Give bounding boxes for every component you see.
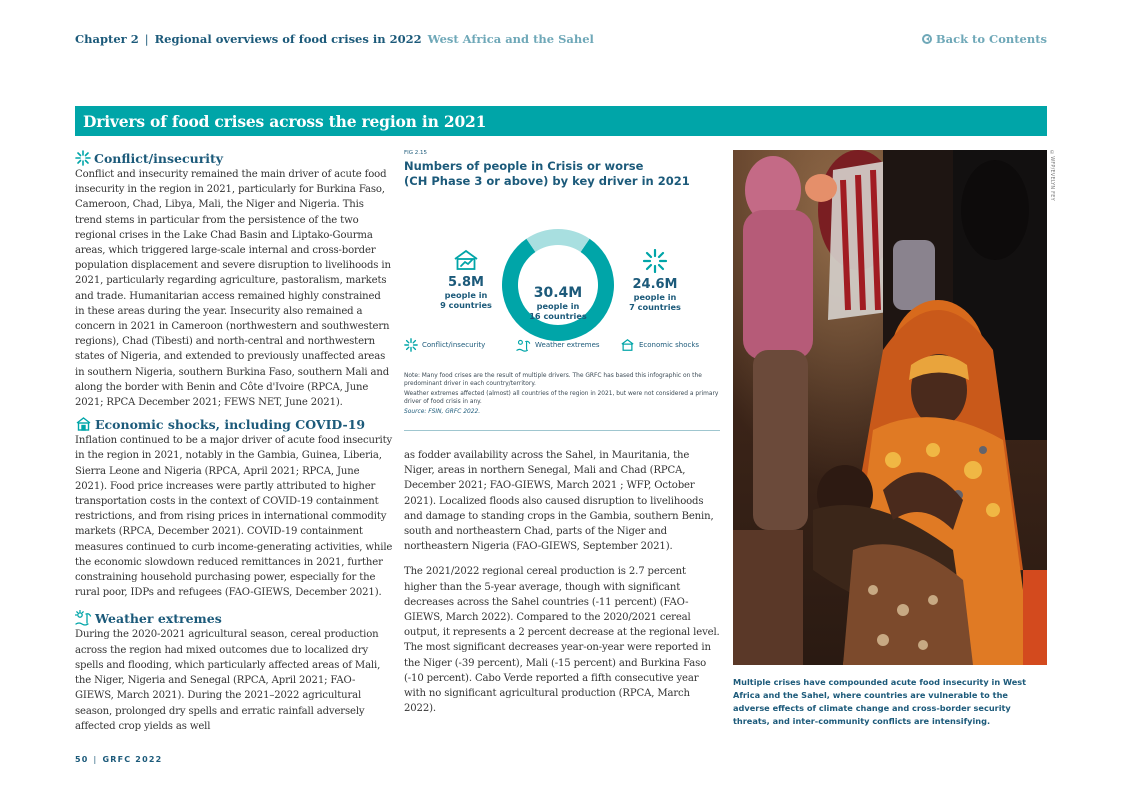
economic-heading xyxy=(75,416,393,432)
photo xyxy=(733,150,1047,665)
total-label-2: 16 countries xyxy=(529,311,587,321)
economic-paragraph: Inflation continued to be a major driver of acute food insecurity in the region in 2021, notably in the Gambia, Guinea, Liberia, Sierra Leone and Nigeria (RPCA, April 2021; RPCA, June 2021). Food price increases were partly attributed to higher transportation costs in the context of COVID-19 containment restrictions, and from rising prices in international commodity markets (RPCA, December 2021). COVID-19 containment measures continued to curb income-generating activities, while the economic slowdown reduced remittances in 2021, further constraining household purchasing power, especially for the rural poor, IDPs and refugees (FAO-GIEWS, December 2021). xyxy=(75,435,393,599)
back-to-contents-label: Back to Contents xyxy=(935,32,1047,46)
donut-center-label xyxy=(522,285,594,321)
page-number: 50 xyxy=(75,755,89,764)
conflict-paragraph: Conflict and insecurity remained the main driver of acute food insecurity in the region in 2021, particularly for Burkina Faso, Cameroon, Chad, Libya, Mali, the Niger and Nigeria. This trend stems in particular from the persistence of the two regional crises in the Lake Chad Basin and Liptako-Gourma areas, which triggered large-scale internal and cross-border population displacement and severe disruption to livelihoods in 2021, particularly regarding agriculture, pastoralism, markets and trade. Humanitarian access remained highly constrained in these areas during the year. Insecurity also remained a concern in 2021 in Cameroon (northwestern and southwestern regions), Chad (Tibesti) and north-central and northwestern states of Nigeria, and extended to previously unaffected areas in southern Nigeria, southern Burkina Faso, southern Mali and along the border with Benin and Côte d'Ivoire (RPCA, June 2021; RPCA December 2021; FEWS NET, June 2021). xyxy=(75,169,391,409)
legend-economic-label: Economic shocks xyxy=(639,341,700,349)
figure-note-2: Weather extremes affected (almost) all countries of the region in 2021, but were not considered a primary driver of food crisis in any. xyxy=(404,391,719,405)
donut-slice-economic-shocks xyxy=(526,229,589,252)
legend-conflict-label: Conflict/insecurity xyxy=(422,341,486,349)
figure-legend xyxy=(404,338,720,352)
figure-notes xyxy=(404,372,720,418)
figure-source: Source: FSIN, GRFC 2022. xyxy=(404,409,481,415)
economic-value: 5.8M xyxy=(448,275,484,290)
region-label: West Africa and the Sahel xyxy=(427,32,594,46)
legend-item-economic xyxy=(620,338,699,352)
photo-caption: Multiple crises have compounded acute food insecurity in West Africa and the Sahel, where countries are vulnerable to the adverse effects of climate change and cross-border security threats, and inter-community conflicts are intensifying. xyxy=(733,677,1027,726)
conflict-heading xyxy=(75,150,393,166)
legend-item-weather xyxy=(516,338,620,352)
economic-heading-text: Economic shocks, including COVID-19 xyxy=(95,416,366,432)
figure-2-15 xyxy=(404,150,720,415)
figure-number: FIG 2.15 xyxy=(404,150,428,156)
photo-credit: ©WFP/EVELYN FEY xyxy=(1049,150,1055,201)
weather-heading-text: Weather extremes xyxy=(95,610,222,626)
legend-item-conflict xyxy=(404,338,516,352)
section-banner xyxy=(75,106,1047,136)
footer-separator: | xyxy=(93,755,98,764)
economic-label-2: 9 countries xyxy=(440,300,492,310)
middle-paragraph-1: as fodder availability across the Sahel, in Mauritania, the Niger, areas in northern Senegal, Mali and Chad (RPCA, December 2021; FAO-GIEWS, March 2021 ; WFP, October 2021). Localized floods also caused disruption to livelihoods and damage to standing crops in the Gambia, southern Benin, south and northeastern Chad, parts of the Niger and northeastern Nigeria (FAO-GIEWS, September 2021). xyxy=(404,450,714,553)
conflict-label-2: 7 countries xyxy=(629,302,681,312)
back-arrow-icon xyxy=(922,34,932,44)
middle-paragraph-2: The 2021/2022 regional cereal production is 2.7 percent higher than the 5-year average, though with significant decreases across the Sahel countries (-11 percent) (FAO-GIEWS, March 2022). Compared to the 2020/2021 cereal output, it represents a 2 percent decrease at the regional level. The most significant decreases year-on-year were reported in the Niger (-39 percent), Mali (-15 percent) and Burkina Faso (-10 percent). Cabo Verde reported a fifth consecutive year with no significant agricultural production (RPCA, March 2022). xyxy=(404,566,720,715)
total-label-1: people in xyxy=(536,301,580,311)
weather-paragraph: During the 2020-2021 agricultural season, cereal production across the region had mixed outcomes due to localized dry spells and flooding, which particularly affected areas of Mali, the Niger, Nigeria and Senegal (RPCA, April 2021; FAO-GIEWS, March 2021). During the 2021–2022 agricultural season, prolonged dry spells and erratic rainfall adversely affected crop yields as well xyxy=(75,629,381,732)
document-name: GRFC 2022 xyxy=(102,755,163,764)
legend-weather-label: Weather extremes xyxy=(535,341,600,349)
banner-title: Drivers of food crises across the region in 2021 xyxy=(83,111,487,131)
page-footer xyxy=(75,755,162,764)
figure-title xyxy=(404,159,720,189)
economic-label-1: people in xyxy=(444,290,488,300)
weather-heading xyxy=(75,610,393,626)
conflict-stat xyxy=(622,249,688,312)
conflict-heading-text: Conflict/insecurity xyxy=(94,150,224,166)
conflict-value: 24.6M xyxy=(632,277,678,292)
header-separator: | xyxy=(144,32,149,46)
figure-divider xyxy=(404,430,720,431)
figure-title-line2: (CH Phase 3 or above) by key driver in 2021 xyxy=(404,174,690,188)
economic-shocks-icon xyxy=(620,338,635,352)
economic-shocks-icon xyxy=(453,249,479,271)
conflict-icon xyxy=(642,249,668,273)
economic-shocks-icon xyxy=(75,416,92,432)
middle-column xyxy=(404,448,720,716)
total-value: 30.4M xyxy=(533,285,583,301)
chapter-label: Chapter 2 xyxy=(75,32,139,46)
weather-extremes-icon xyxy=(516,338,531,352)
conflict-icon xyxy=(404,338,418,352)
section-label: Regional overviews of food crises in 2022 xyxy=(154,32,422,46)
figure-note-1: Note: Many food crises are the result of multiple drivers. The GRFC has based this infographic on the predominant driver in each country/territory. xyxy=(404,373,702,387)
running-header xyxy=(75,32,594,46)
back-to-contents-link[interactable] xyxy=(922,32,1047,46)
photo-illustration xyxy=(733,150,1047,665)
conflict-label-1: people in xyxy=(633,292,677,302)
economic-stat xyxy=(434,249,498,310)
conflict-icon xyxy=(75,150,91,166)
left-column xyxy=(75,150,393,734)
weather-extremes-icon xyxy=(75,610,92,626)
figure-title-line1: Numbers of people in Crisis or worse xyxy=(404,159,644,173)
